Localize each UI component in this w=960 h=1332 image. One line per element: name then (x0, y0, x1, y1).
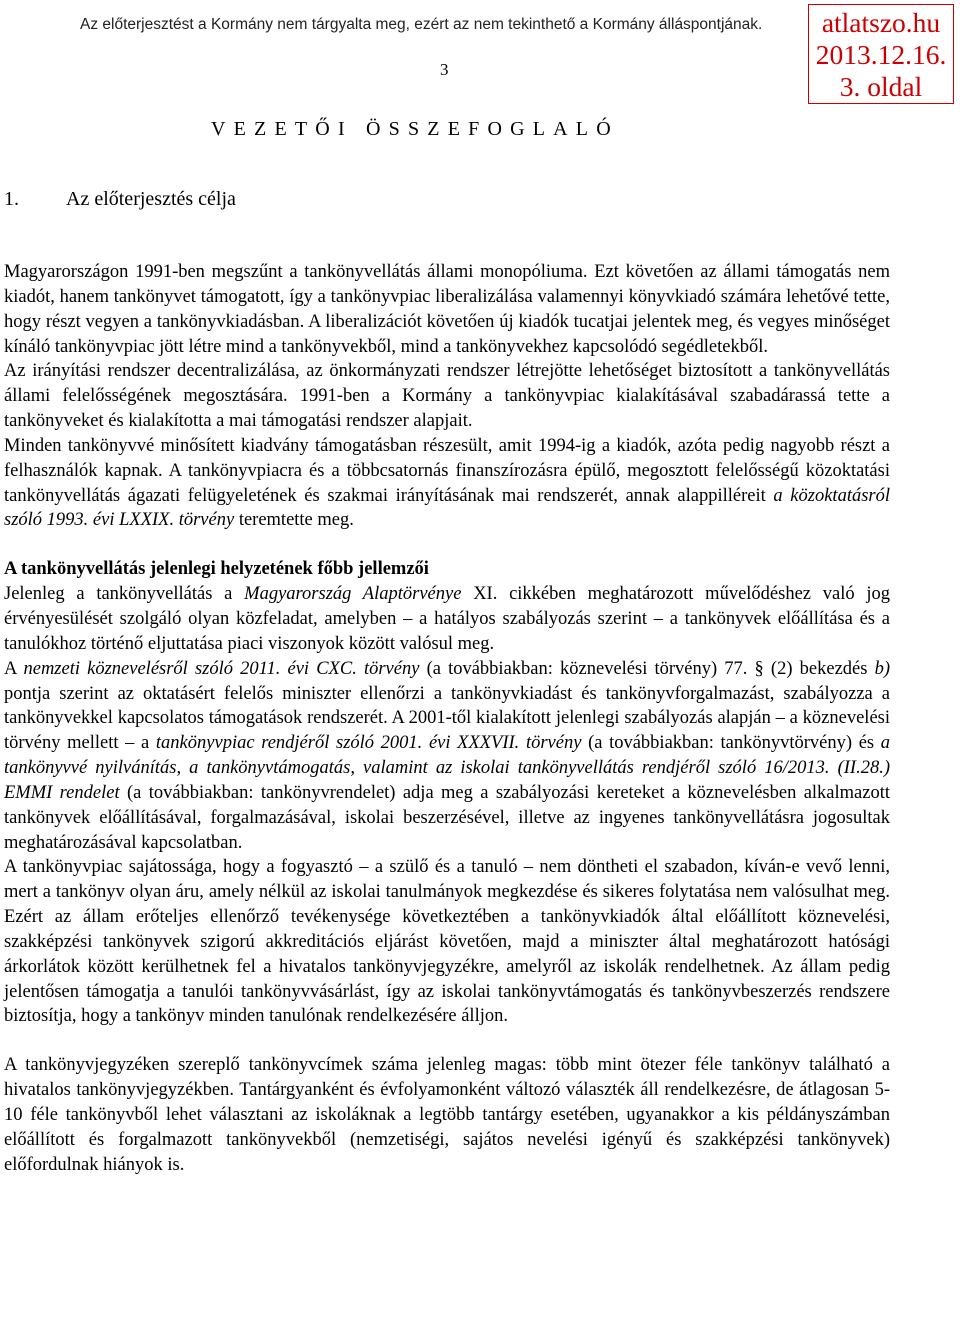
subheading: A tankönyvellátás jelenlegi helyzetének főbb jellemzői (4, 559, 429, 580)
text-run: pontja szerint az oktatásért felelős miniszter ellenőrzi a tankönyvkiadást és tankönyvforgalmazást, szabályozza a tankönyvekkel kapcsolatos támogatások rendszerét. A 2001-től kialakított jelenlegi szabályozás alapján – a köznevelési törvény mellett – a (4, 683, 890, 754)
source-stamp (808, 4, 954, 104)
law-reference: Magyarország Alaptörvénye (244, 584, 462, 605)
document-body (4, 260, 890, 1178)
section-title: Az előterjesztés célja (66, 188, 236, 210)
paragraph: A tankönyvjegyzéken szereplő tankönyvcímek száma jelenleg magas: több mint ötezer féle tankönyv található a hivatalos tankönyvjegyzékben. Tantárgyanként és évfolyamonként változó választék áll rendelkezésre, de átlagosan 5-10 féle tankönyvből lehet választani az iskoláknak a legtöbb tantárgy esetében, ugyanakkor a kis példányszámban előállított és forgalmazott tankönyvekből (nemzetiségi, sajátos nevelési igényű és szakképzési tankönyvek) előfordulnak hiányok is. (4, 1055, 890, 1175)
text-run: teremtette meg. (234, 510, 354, 531)
stamp-site: atlatszo.hu (821, 7, 941, 38)
stamp-page: 3. oldal (839, 71, 923, 102)
law-reference: a tankönyvvé nyilvánítás, a tankönyvtámogatás, valamint az iskolai tankönyvellátás rendjéről szóló 16/2013. (II.28.) EMMI rendelet (4, 733, 890, 803)
paragraph (4, 582, 890, 657)
law-reference: nemzeti köznevelésről szóló 2011. évi CXC. törvény (23, 658, 420, 679)
stamp-date: 2013.12.16. (815, 39, 947, 70)
text-run: (a továbbiakban: tankönyvtörvény) és (581, 733, 881, 754)
text-run: (a továbbiakban: köznevelési törvény) 77. § (2) bekezdés (419, 658, 875, 679)
paragraph (4, 657, 890, 856)
text-run: Jelenleg a tankönyvellátás a (4, 584, 245, 605)
section-number: 1. (4, 188, 19, 210)
paragraph (4, 434, 890, 533)
point-reference: b) (874, 658, 890, 679)
paragraph: Az irányítási rendszer decentralizálása, az önkormányzati rendszer létrejötte lehetőséget biztosított a tankönyvellátás állami felelősségének megosztására. 1991-ben a Kormány a tankönyvpiac kialakításával szabadárassá tette a tankönyveket és kialakította a mai támogatási rendszer alapjait. (4, 361, 890, 432)
law-reference: tankönyvpiac rendjéről szóló 2001. évi XXXVII. törvény (155, 733, 582, 754)
text-run: Minden tankönyvvé minősített kiadvány támogatásban részesült, amit 1994-ig a kiadók, azóta pedig nagyobb részt a felhasználók kapnak. A tankönyvpiacra és a többcsatornás finanszírozásra épülő, megosztott felelősségű közoktatási tankönyvellátás ágazati felügyeletének és szakmai irányításának mai rendszerét, annak alappilléreit (4, 435, 890, 506)
confidentiality-notice: Az előterjesztést a Kormány nem tárgyalta meg, ezért az nem tekinthető a Kormány álláspontjának. (80, 16, 763, 33)
section-heading (4, 188, 236, 211)
law-reference: a közoktatásról szóló 1993. évi LXXIX. törvény (4, 485, 890, 531)
text-run: XI. cikkében meghatározott művelődéshez való jog érvényesülését szolgáló olyan közfeladat, amelyben – a hatályos szabályozás szerint – a tankönyvek előállítása és a tanulókhoz történő eljuttatása piaci viszonyok között valósul meg. (4, 584, 890, 654)
text-run: A (4, 658, 24, 679)
text-run: (a továbbiakban: tankönyvrendelet) adja meg a szabályozási kereteket a köznevelésben alkalmazott tankönyvek előállításával, forgalmazásával, iskolai beszerzésével, illetve az ingyenes tankönyvellátásra jogosultak meghatározásával kapcsolatban. (4, 782, 890, 853)
summary-title: VEZETŐI ÖSSZEFOGLALÓ (211, 118, 619, 140)
page-number: 3 (440, 60, 449, 79)
paragraph: A tankönyvpiac sajátossága, hogy a fogyasztó – a szülő és a tanuló – nem döntheti el szabadon, kíván-e vevő lenni, mert a tankönyv olyan áru, amely nélkül az iskolai tanulmányok megkezdése és sikeres folytatása nem valósulhat meg. Ezért az állam erőteljes ellenőrző tevékenysége következtében a tankönyvkiadók által előállított köznevelési, szakképzési tankönyvek szigorú akkreditációs eljárást követően, majd a miniszter által meghatározott hatósági árkorlátok között kerülhetnek fel a hivatalos tankönyvjegyzékre, amelyről az iskolák rendelhetnek. Az állam pedig jelentősen támogatja a tanulói tankönyvvásárlást, így az iskolai tankönyvtámogatás és tankönyvbeszerzés rendszere biztosítja, hogy a tankönyv minden tanulónak rendelkezésére álljon. (4, 857, 890, 1027)
paragraph: Magyarországon 1991-ben megszűnt a tankönyvellátás állami monopóliuma. Ezt követően az állami támogatás nem kiadót, hanem tankönyvet támogatott, így a tankönyvpiac liberalizálása valamennyi könyvkiadó számára lehetővé tette, hogy részt vegyen a tankönyvkiadásban. A liberalizációt követően új kiadók tucatjai jelentek meg, és vegyes minőséget kínáló tankönyvpiac jött létre mind a tankönyvekből, mind a tankönyvekhez kapcsolódó segédletekből. (4, 262, 890, 357)
